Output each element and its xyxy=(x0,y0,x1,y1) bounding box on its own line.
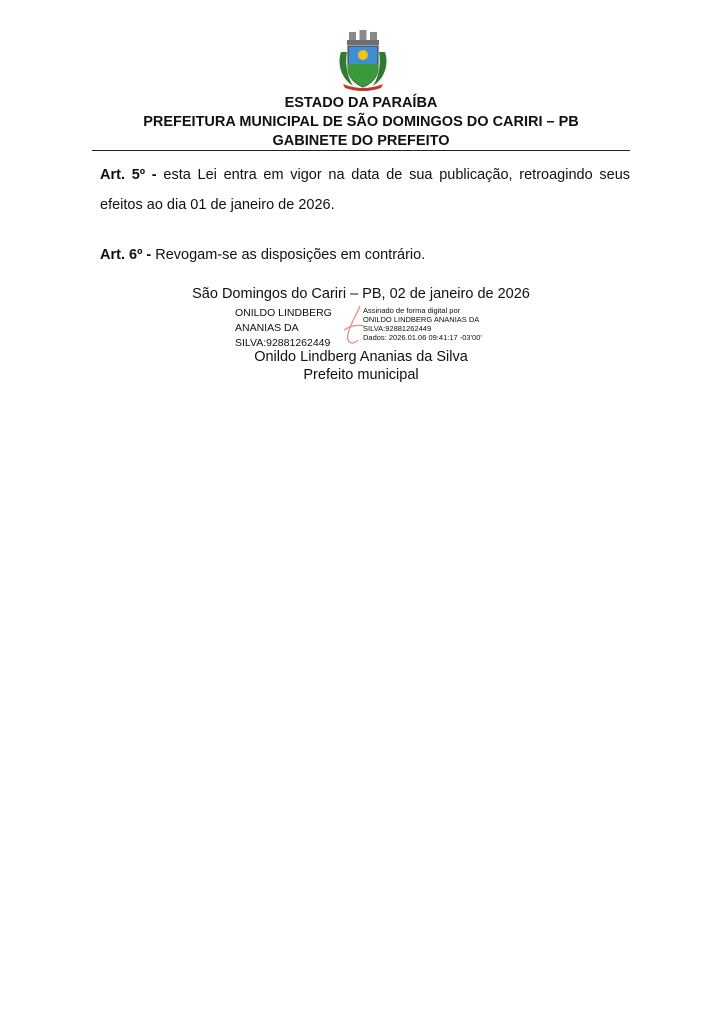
digital-signature-name xyxy=(235,306,332,351)
article-6-text: Revogam-se as disposições em contrário. xyxy=(151,247,426,263)
signature-name-line: ANANIAS DA xyxy=(235,322,299,334)
signer-title: Prefeito municipal xyxy=(303,367,419,383)
municipality-name: PREFEITURA MUNICIPAL DE SÃO DOMINGOS DO CARIRI – PB xyxy=(143,114,579,130)
stamp-line: ONILDO LINDBERG ANANIAS DA xyxy=(363,315,480,324)
coat-of-arms-icon xyxy=(335,30,391,92)
article-5-label: Art. 5º - xyxy=(100,167,157,183)
article-5 xyxy=(100,160,630,220)
stamp-line: Dados: 2026.01.06 09:41:17 -03'00' xyxy=(363,333,482,342)
state-name: ESTADO DA PARAÍBA xyxy=(284,95,438,111)
signer-name: Onildo Lindberg Ananias da Silva xyxy=(254,349,468,365)
article-6-label: Art. 6º - xyxy=(100,247,152,263)
office-name: GABINETE DO PREFEITO xyxy=(272,133,450,149)
digital-signature-stamp xyxy=(363,306,482,342)
stamp-line: SILVA:92881262449 xyxy=(363,324,432,333)
place-and-date: São Domingos do Cariri – PB, 02 de janeiro de 2026 xyxy=(192,286,530,302)
article-6 xyxy=(100,240,630,270)
stamp-line: Assinado de forma digital por xyxy=(363,306,461,315)
header-divider xyxy=(92,150,630,151)
letterhead xyxy=(0,94,722,151)
signature-name-line: SILVA:92881262449 xyxy=(235,337,331,349)
signer-block xyxy=(0,348,722,384)
article-5-text: esta Lei entra em vigor na data de sua publicação, retroagindo seus efeitos ao dia 01 de janeiro de 2026. xyxy=(100,167,631,213)
signature-name-line: ONILDO LINDBERG xyxy=(235,307,332,319)
